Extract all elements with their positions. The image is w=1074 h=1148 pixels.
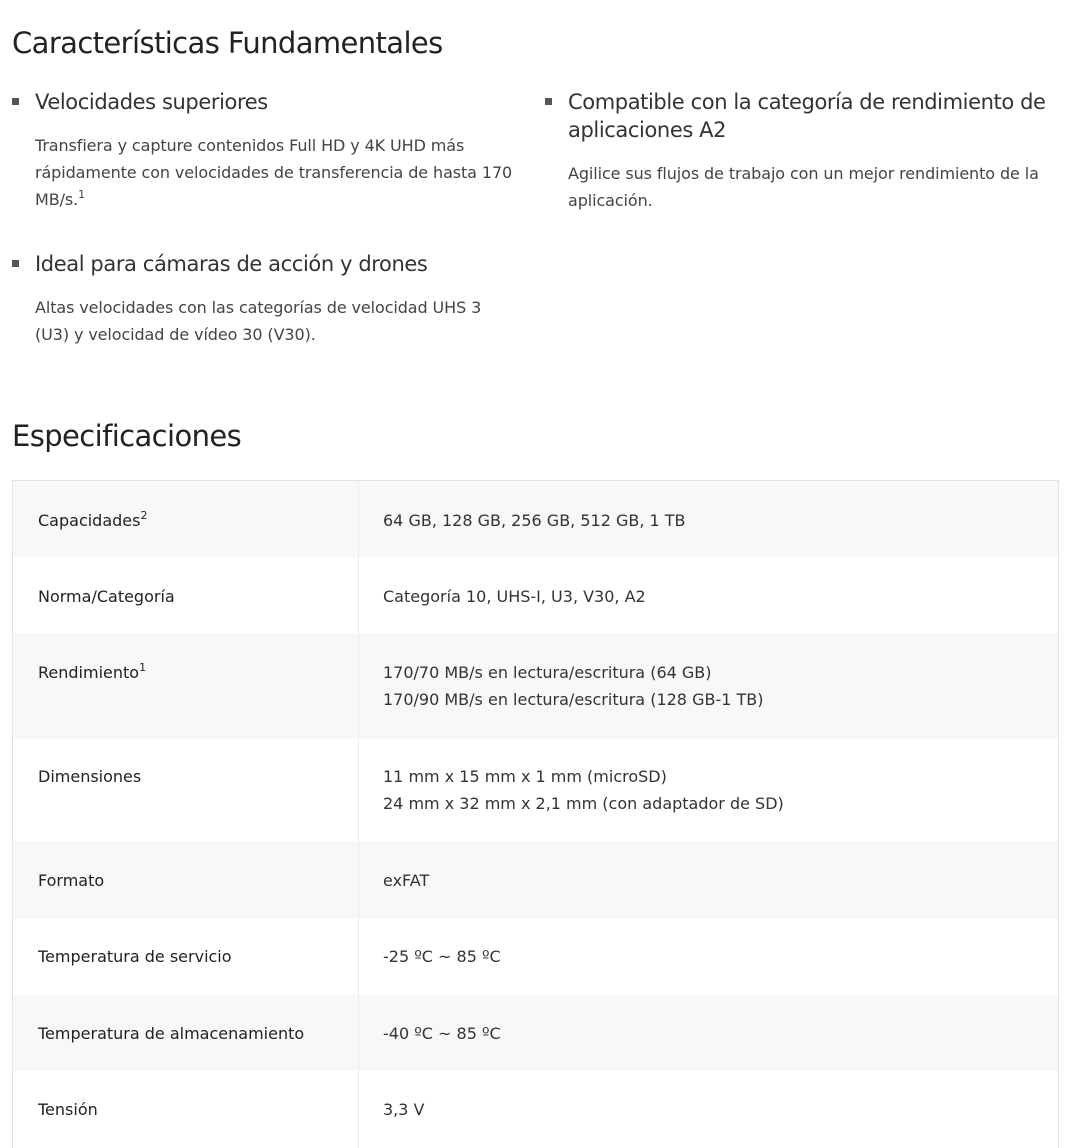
spec-row [13, 557, 1058, 633]
feature-description: Transfiera y capture contenidos Full HD y 4K UHD más rápidamente con velocidades de transferencia de hasta 170 MB/s. [35, 136, 513, 209]
feature-item [11, 88, 531, 213]
spec-label: Formato [38, 871, 105, 890]
features-heading: Características Fundamentales [12, 26, 443, 60]
bullet-icon [545, 98, 552, 105]
spec-label: Norma/Categoría [38, 587, 175, 606]
spec-row [13, 995, 1058, 1071]
spec-value: Categoría 10, UHS-I, U3, V30, A2 [383, 587, 646, 606]
spec-value: 170/70 MB/s en lectura/escritura (64 GB) [383, 663, 712, 682]
spec-row [13, 1071, 1058, 1148]
spec-row [13, 841, 1058, 919]
spec-row [13, 481, 1058, 557]
spec-row [13, 633, 1058, 739]
bullet-icon [12, 98, 19, 105]
spec-row [13, 919, 1058, 995]
column-divider [358, 481, 359, 1148]
footnote-marker: 2 [140, 509, 148, 522]
feature-description: Agilice sus flujos de trabajo con un mejor rendimiento de la aplicación. [568, 164, 1039, 210]
feature-title: Ideal para cámaras de acción y drones [35, 252, 428, 276]
footnote-marker: 1 [78, 188, 86, 201]
spec-row [13, 739, 1058, 841]
spec-value: exFAT [383, 871, 430, 890]
feature-item [544, 88, 1060, 214]
spec-value: 170/90 MB/s en lectura/escritura (128 GB-1 TB) [383, 690, 764, 709]
spec-value: -40 ºC ~ 85 ºC [383, 1024, 501, 1043]
specs-table [12, 480, 1059, 1148]
spec-value: 24 mm x 32 mm x 2,1 mm (con adaptador de SD) [383, 794, 784, 813]
feature-title: Velocidades superiores [35, 90, 268, 114]
spec-label: Temperatura de servicio [38, 947, 232, 966]
spec-label: Dimensiones [38, 767, 142, 786]
spec-value: -25 ºC ~ 85 ºC [383, 947, 501, 966]
feature-item [11, 250, 511, 348]
specs-heading: Especificaciones [12, 419, 242, 453]
feature-description: Altas velocidades con las categorías de velocidad UHS 3 (U3) y velocidad de vídeo 30 (V30). [35, 298, 482, 344]
spec-value: 64 GB, 128 GB, 256 GB, 512 GB, 1 TB [383, 511, 686, 530]
feature-title: Compatible con la categoría de rendimiento de aplicaciones A2 [568, 90, 1046, 142]
spec-label: Capacidades [38, 511, 141, 530]
footnote-marker: 1 [139, 661, 147, 674]
spec-value: 3,3 V [383, 1100, 425, 1119]
spec-label: Tensión [38, 1100, 98, 1119]
bullet-icon [12, 260, 19, 267]
spec-label: Rendimiento [38, 663, 140, 682]
spec-label: Temperatura de almacenamiento [38, 1024, 305, 1043]
spec-value: 11 mm x 15 mm x 1 mm (microSD) [383, 767, 667, 786]
